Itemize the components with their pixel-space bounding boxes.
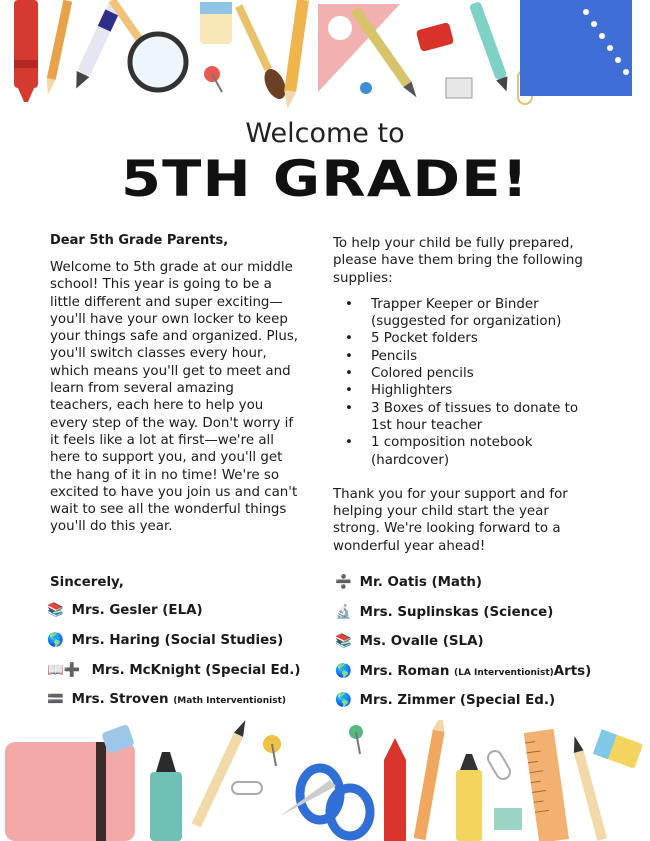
pencil-icon-3 xyxy=(192,720,250,828)
supplies-intro: To help your child be fully prepared, please have them bring the following supplies: xyxy=(333,236,583,286)
letter-body: Welcome to 5th grade at our middle school! This year is going to be a little different and super exciting—you'll have your own locker to keep your things safe and organized. Plus, you'll switch classes every hour, which means you'll get to meet and learn from several amazing teachers, each here to help you every step of the way. Don't worry if it feels like a lot at first—we're all here to support you, and you'll get the hang of it in no time! We're so excited to have you join us and can't wait to see all the wonderful things you'll do this year. xyxy=(50,260,299,535)
supply-item: • 1 composition notebook (hardcover) xyxy=(345,435,533,468)
pink-notebook-icon xyxy=(5,742,135,841)
top-supplies-illustration xyxy=(0,0,650,118)
red-marker-icon xyxy=(14,0,38,102)
supply-item: • 5 Pocket folders xyxy=(345,331,478,347)
supplies-section xyxy=(333,235,593,555)
paper-clip-icon-3 xyxy=(485,749,512,782)
supply-item: • 3 Boxes of tissues to donate to 1st hour teacher xyxy=(345,400,579,433)
pencil-icon-4 xyxy=(414,720,448,840)
signer-haring: 🌎 Mrs. Haring (Social Studies) xyxy=(47,633,284,648)
supply-list xyxy=(333,296,593,469)
ruler-icon xyxy=(524,729,569,841)
green-pin-icon xyxy=(349,725,363,754)
binder-clip-icon-2 xyxy=(494,808,522,830)
equals-icon: 🟰 xyxy=(47,692,64,707)
grade-title: 5TH GRADE! xyxy=(120,150,530,208)
globe-icon: 🌎 xyxy=(335,664,352,679)
welcome-heading: Welcome to xyxy=(245,118,405,149)
closing: Sincerely, xyxy=(50,575,124,590)
divide-icon: ➗ xyxy=(335,575,352,590)
pen-icon xyxy=(70,0,122,91)
notebook-icon xyxy=(520,0,632,96)
bottom-supplies-illustration xyxy=(0,720,650,841)
magnifier-icon xyxy=(112,0,186,90)
signer-mcknight: 📖➕ Mrs. McKnight (Special Ed.) xyxy=(47,663,301,678)
push-pin-icon xyxy=(204,66,222,92)
sharpener-icon xyxy=(416,22,455,52)
signer-gesler: 📚 Mrs. Gesler (ELA) xyxy=(47,603,203,618)
teal-marker-icon xyxy=(150,752,182,841)
teal-pen-icon xyxy=(469,1,512,93)
globe-icon: 🌎 xyxy=(47,633,64,648)
thumbtack-icon xyxy=(263,735,281,766)
signer-suplinskas: 🔬 Mrs. Suplinskas (Science) xyxy=(335,605,554,620)
book-plus-icon: 📖➕ xyxy=(47,663,81,678)
pencil-icon xyxy=(43,0,72,96)
thanks-paragraph: Thank you for your support and for helping your child start the year strong. We're looking forward to a wonderful year ahead! xyxy=(333,486,568,554)
yellow-marker-icon xyxy=(456,754,482,841)
paintbrush-icon xyxy=(231,2,290,102)
signer-oatis: ➗ Mr. Oatis (Math) xyxy=(335,575,483,590)
red-crayon-icon xyxy=(384,738,406,841)
supply-item: • Colored pencils xyxy=(345,366,474,382)
supply-item: • Highlighters xyxy=(345,383,453,399)
pencil-icon-2 xyxy=(282,0,309,110)
signer-roman: 🌎 Mrs. Roman (LA Interventionist)Arts) xyxy=(335,664,592,679)
eraser-icon-2 xyxy=(593,729,643,768)
eraser-icon xyxy=(200,2,232,44)
binder-clip-icon xyxy=(446,78,472,98)
blue-pin-icon xyxy=(360,82,372,94)
books-icon: 📚 xyxy=(335,634,352,649)
greeting: Dear 5th Grade Parents, xyxy=(50,233,229,248)
paper-clip-icon-2 xyxy=(232,782,262,794)
supply-item: • Trapper Keeper or Binder (suggested for organization) xyxy=(345,296,562,330)
letter-section xyxy=(50,233,300,536)
microscope-icon: 🔬 xyxy=(335,605,352,620)
scissors-icon xyxy=(280,768,370,836)
supply-item: • Pencils xyxy=(345,348,418,364)
signer-zimmer: 🌎 Mrs. Zimmer (Special Ed.) xyxy=(335,693,556,708)
globe-icon: 🌎 xyxy=(335,693,352,708)
signer-ovalle: 📚 Ms. Ovalle (SLA) xyxy=(335,634,484,649)
signer-stroven: 🟰 Mrs. Stroven (Math Interventionist) xyxy=(47,692,286,707)
books-icon: 📚 xyxy=(47,603,64,618)
